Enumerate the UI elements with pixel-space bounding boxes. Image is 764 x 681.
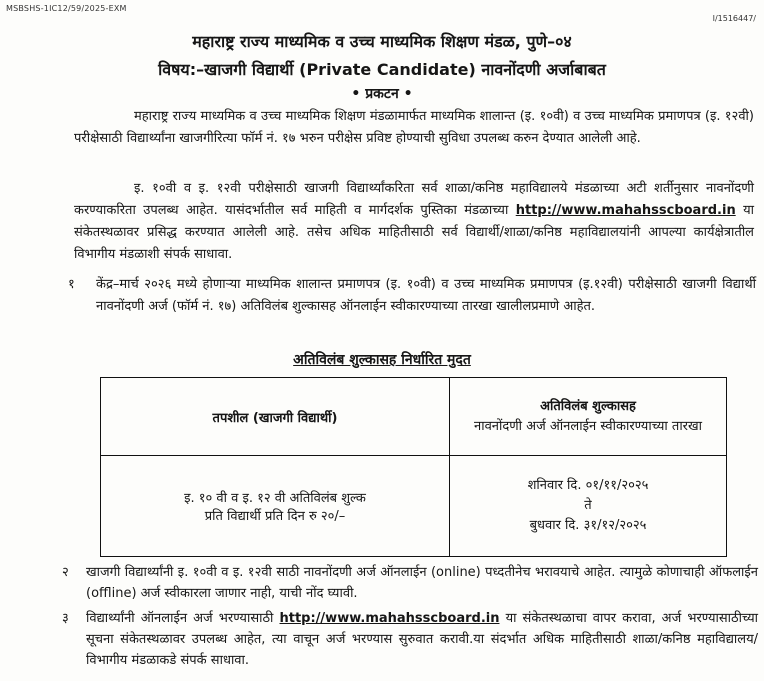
table-cell-dates [450,456,727,557]
column-header-dates [450,378,727,456]
list-item-text: विद्यार्थ्यांनी ऑनलाईन अर्ज भरण्यासाठी [86,611,280,626]
list-item-text: खाजगी विद्यार्थ्यांनी इ. १०वी व इ. १२वी साठी नावनोंदणी अर्ज ऑनलाईन (online) पध्दतीनेच भरावयाचे आहेत. त्यामुळे कोणाचाही ऑफलाईन (offline) अर्ज स्वीकारला जाणार नाही, याची नोंद घ्यावी. [86,565,758,601]
list-item [68,274,756,318]
intro-paragraph: महाराष्ट्र राज्य माध्यमिक व उच्च माध्यमिक शिक्षण मंडळामार्फत माध्यमिक शालान्त (इ. १०वी) व उच्च माध्यमिक प्रमाणपत्र (इ. १२वी) परीक्षेसाठी विद्यार्थ्यांना खाजगीरित्या फॉर्म नं. १७ भरुन परीक्षेस प्रविष्ट होण्याची सुविधा उपलब्ध करुन देण्यात आलेली आहे. [74,109,754,146]
date-separator: ते [584,498,592,513]
table-cell-details [101,456,450,557]
late-fee-schedule-table [100,377,727,557]
list-item [62,562,758,604]
info-paragraph [74,178,754,266]
table-heading [0,350,764,369]
column-header-details: तपशील (खाजगी विद्यार्थी) [101,378,450,456]
column-header-dates-line2: नावनोंदणी अर्ज ऑनलाईन स्वीकारण्याच्या तारखा [473,418,702,434]
fee-detail-line1: इ. १० वी व इ. १२ वी अतिविलंब शुल्क [184,491,366,506]
start-date: शनिवार दि. ०१/११/२०२५ [527,478,649,493]
board-website-link[interactable]: http://www.mahahsscboard.in [515,203,736,218]
notice-heading: • प्रकटन • [351,86,413,102]
table-heading-text: अतिविलंब शुल्कासह निर्धारित मुदत [293,352,471,368]
inward-number: I/1516447/ [712,14,756,23]
list-item-number: ३ [62,611,69,626]
subject-line: विषय:–खाजगी विद्यार्थी (Private Candidate) नावनोंदणी अर्जाबाबत [158,60,606,79]
end-date: बुधवार दि. ३१/१२/२०२५ [529,518,647,533]
instructions-list [62,562,758,671]
document-reference-number: MSBSHS-1IC12/59/2025-EXM [6,4,127,13]
info-paragraph-text-continued: या संकेतस्थळावर प्रसिद्ध करण्यात आलेली आहे. तसेच अधिक माहितीसाठी सर्व विद्यार्थी/शाळा/कनिष्ठ महाविद्यालयांनी आपल्या कार्यक्षेत्रातील विभागीय मंडळाशी संपर्क साधावा. [74,203,754,262]
list-item-number: २ [62,565,69,580]
list-item [62,608,758,671]
board-title: महाराष्ट्र राज्य माध्यमिक व उच्च माध्यमिक शिक्षण मंडळ, पुणे–०४ [192,32,572,51]
board-website-link[interactable]: http://www.mahahsscboard.in [279,611,500,626]
list-item-text: केंद्र–मार्च २०२६ मध्ये होणाऱ्या माध्यमिक शालान्त प्रमाणपत्र (इ. १०वी) व उच्च माध्यमिक प्रमाणपत्र (इ.१२वी) परीक्षेसाठी खाजगी विद्यार्थी नावनोंदणी अर्ज (फॉर्म नं. १७) अतिविलंब शुल्कासह ऑनलाईन स्वीकारण्याच्या तारखा खालीलप्रमाणे आहेत. [96,277,756,314]
list-item-text-continued: या संकेतस्थळाचा वापर करावा, अर्ज भरण्यासाठीच्या सूचना संकेतस्थळावर उपलब्ध आहेत, त्या वाचून अर्ज भरण्यास सुरुवात करावी.या संदर्भात अधिक माहितीसाठी शाळा/कनिष्ठ महाविद्यालय/विभागीय मंडळाकडे संपर्क साधावा. [86,611,758,668]
fee-detail-line2: प्रति विद्यार्थी प्रति दिन रु २०/– [204,509,346,524]
column-header-dates-line1: अतिविलंब शुल्कासह [540,398,636,414]
info-paragraph-text: इ. १०वी व इ. १२वी परीक्षेसाठी खाजगी विद्यार्थ्यांकरिता सर्व शाळा/कनिष्ठ महाविद्यालये मंडळाच्या अटी शर्तीनुसार नावनोंदणी करण्याकरिता उपलब्ध आहेत. यासंदर्भातील सर्व माहिती व मार्गदर्शक पुस्तिका मंडळाच्या [74,181,754,218]
list-item-number: १ [68,277,75,292]
